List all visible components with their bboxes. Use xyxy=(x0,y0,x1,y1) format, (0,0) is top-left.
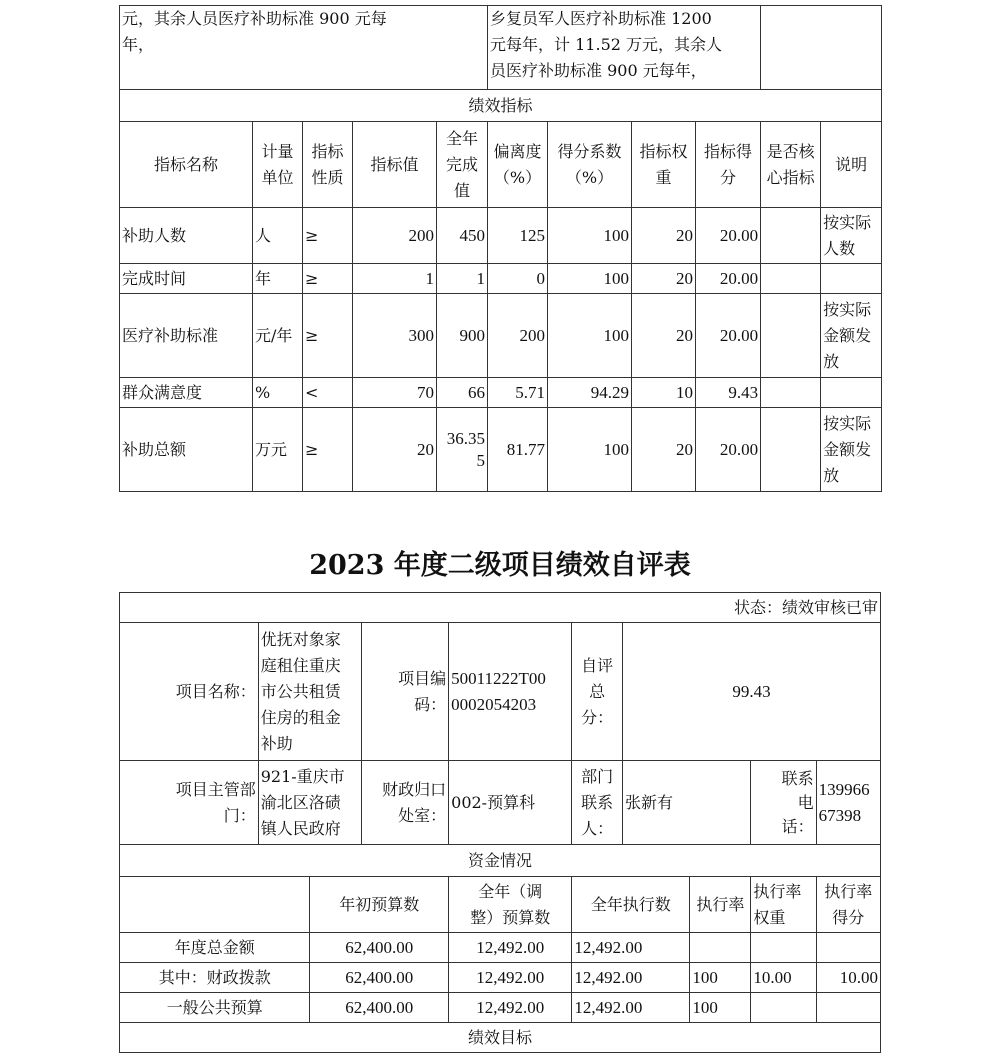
value-department: 921-重庆市 渝北区洛碛 镇人民政府 xyxy=(258,761,362,845)
cell-target: 300 xyxy=(353,294,437,378)
cell-unit: 年 xyxy=(253,264,303,294)
funds-header-executed: 全年执行数 xyxy=(572,877,690,933)
funds-weight: 10.00 xyxy=(751,963,816,993)
header-deviation: 偏离度 （%） xyxy=(488,122,548,208)
label-contact: 部门联系 人： xyxy=(572,761,623,845)
cell-nature: < xyxy=(303,378,353,408)
funds-executed: 12,492.00 xyxy=(572,963,690,993)
funds-weight xyxy=(751,993,816,1023)
cell-score: 20.00 xyxy=(696,264,761,294)
funds-adjusted: 12,492.00 xyxy=(449,993,572,1023)
funds-header-adjusted: 全年（调 整）预算数 xyxy=(449,877,572,933)
cell-coef: 100 xyxy=(548,408,632,492)
cell-nature: ≥ xyxy=(303,294,353,378)
cell-core xyxy=(761,378,821,408)
cell-deviation: 0 xyxy=(488,264,548,294)
cell-deviation: 125 xyxy=(488,208,548,264)
funds-rate: 100 xyxy=(690,963,751,993)
funds-row xyxy=(120,963,881,993)
section-title-indicators: 绩效指标 xyxy=(120,90,882,122)
status-text: 状态：绩效审核已审 xyxy=(120,593,881,623)
header-target-value: 指标值 xyxy=(353,122,437,208)
section-title-funds: 资金情况 xyxy=(120,845,881,877)
cell-weight: 10 xyxy=(632,378,696,408)
funds-header-weight: 执行率 权重 xyxy=(751,877,816,933)
value-project-code: 50011222T00 0002054203 xyxy=(449,623,572,761)
header-indicator-name: 指标名称 xyxy=(120,122,253,208)
cell-unit: % xyxy=(253,378,303,408)
funds-header-score: 执行率 得分 xyxy=(816,877,880,933)
funds-label: 年度总金额 xyxy=(120,933,310,963)
cell-nature: ≥ xyxy=(303,208,353,264)
indicator-row xyxy=(120,408,882,492)
cell-actual: 900 xyxy=(437,294,488,378)
value-contact: 张新有 xyxy=(623,761,751,845)
cell-name: 补助总额 xyxy=(120,408,253,492)
indicator-row xyxy=(120,208,882,264)
funds-adjusted: 12,492.00 xyxy=(449,963,572,993)
cell-coef: 94.29 xyxy=(548,378,632,408)
cell-score: 9.43 xyxy=(696,378,761,408)
cell-target: 70 xyxy=(353,378,437,408)
funds-row xyxy=(120,933,881,963)
value-project-name: 优抚对象家 庭租住重庆 市公共租赁 住房的租金 补助 xyxy=(258,623,362,761)
header-score: 指标得 分 xyxy=(696,122,761,208)
cell-weight: 20 xyxy=(632,294,696,378)
funds-row xyxy=(120,993,881,1023)
cell-core xyxy=(761,408,821,492)
funds-header-empty xyxy=(120,877,310,933)
cell-coef: 100 xyxy=(548,294,632,378)
funds-initial: 62,400.00 xyxy=(310,993,449,1023)
cell-core xyxy=(761,208,821,264)
label-project-name: 项目名称： xyxy=(120,623,259,761)
indicator-header-row xyxy=(120,122,882,208)
continuation-text-left: 元，其余人员医疗补助标准 900 元每 年， xyxy=(120,6,488,90)
header-core: 是否核 心指标 xyxy=(761,122,821,208)
cell-deviation: 5.71 xyxy=(488,378,548,408)
value-finance-office: 002-预算科 xyxy=(449,761,572,845)
cell-score: 20.00 xyxy=(696,294,761,378)
cell-note xyxy=(821,264,882,294)
self-evaluation-table xyxy=(119,592,881,1053)
label-department: 项目主管部 门： xyxy=(120,761,259,845)
funds-rate xyxy=(690,933,751,963)
cell-deviation: 200 xyxy=(488,294,548,378)
cell-actual: 1 xyxy=(437,264,488,294)
cell-coef: 100 xyxy=(548,208,632,264)
cell-weight: 20 xyxy=(632,208,696,264)
funds-executed: 12,492.00 xyxy=(572,993,690,1023)
cell-unit: 元/年 xyxy=(253,294,303,378)
cell-target: 200 xyxy=(353,208,437,264)
funds-header-row xyxy=(120,877,881,933)
label-project-code: 项目编 码： xyxy=(362,623,449,761)
funds-initial: 62,400.00 xyxy=(310,963,449,993)
indicator-table xyxy=(119,5,882,492)
value-self-score: 99.43 xyxy=(623,623,881,761)
funds-weight xyxy=(751,933,816,963)
cell-weight: 20 xyxy=(632,408,696,492)
cell-name: 完成时间 xyxy=(120,264,253,294)
cell-core xyxy=(761,294,821,378)
header-unit: 计量 单位 xyxy=(253,122,303,208)
cell-actual: 450 xyxy=(437,208,488,264)
cell-unit: 万元 xyxy=(253,408,303,492)
label-self-score: 自评总 分： xyxy=(572,623,623,761)
indicator-row xyxy=(120,294,882,378)
indicator-row xyxy=(120,264,882,294)
cell-coef: 100 xyxy=(548,264,632,294)
section-title-goals: 绩效目标 xyxy=(120,1023,881,1053)
cell-deviation: 81.77 xyxy=(488,408,548,492)
funds-executed: 12,492.00 xyxy=(572,933,690,963)
funds-score xyxy=(816,933,880,963)
cell-actual: 66 xyxy=(437,378,488,408)
header-nature: 指标 性质 xyxy=(303,122,353,208)
cell-note: 按实际 人数 xyxy=(821,208,882,264)
funds-score: 10.00 xyxy=(816,963,880,993)
funds-rate: 100 xyxy=(690,993,751,1023)
continuation-empty-cell xyxy=(761,6,882,90)
cell-weight: 20 xyxy=(632,264,696,294)
funds-initial: 62,400.00 xyxy=(310,933,449,963)
header-note: 说明 xyxy=(821,122,882,208)
cell-score: 20.00 xyxy=(696,208,761,264)
label-finance-office: 财政归口 处室： xyxy=(362,761,449,845)
cell-nature: ≥ xyxy=(303,264,353,294)
cell-target: 1 xyxy=(353,264,437,294)
indicator-row xyxy=(120,378,882,408)
cell-score: 20.00 xyxy=(696,408,761,492)
label-phone: 联系 电 话： xyxy=(751,761,816,845)
funds-label: 其中：财政拨款 xyxy=(120,963,310,993)
cell-note: 按实际 金额发 放 xyxy=(821,408,882,492)
funds-header-rate: 执行率 xyxy=(690,877,751,933)
cell-actual: 36.35 5 xyxy=(437,408,488,492)
funds-score xyxy=(816,993,880,1023)
document-title: 2023 年度二级项目绩效自评表 xyxy=(309,550,691,581)
value-phone: 139966 67398 xyxy=(816,761,880,845)
funds-label: 一般公共预算 xyxy=(120,993,310,1023)
cell-note xyxy=(821,378,882,408)
funds-adjusted: 12,492.00 xyxy=(449,933,572,963)
header-weight: 指标权 重 xyxy=(632,122,696,208)
funds-header-initial: 年初预算数 xyxy=(310,877,449,933)
cell-target: 20 xyxy=(353,408,437,492)
cell-name: 群众满意度 xyxy=(120,378,253,408)
cell-unit: 人 xyxy=(253,208,303,264)
header-actual-value: 全年 完成 值 xyxy=(437,122,488,208)
continuation-text-mid: 乡复员军人医疗补助标准 1200 元每年，计 11.52 万元，其余人 员医疗补助标准 900 元每年， xyxy=(488,6,761,90)
cell-nature: ≥ xyxy=(303,408,353,492)
header-score-coef: 得分系数 （%） xyxy=(548,122,632,208)
cell-name: 医疗补助标准 xyxy=(120,294,253,378)
cell-name: 补助人数 xyxy=(120,208,253,264)
cell-core xyxy=(761,264,821,294)
cell-note: 按实际 金额发 放 xyxy=(821,294,882,378)
